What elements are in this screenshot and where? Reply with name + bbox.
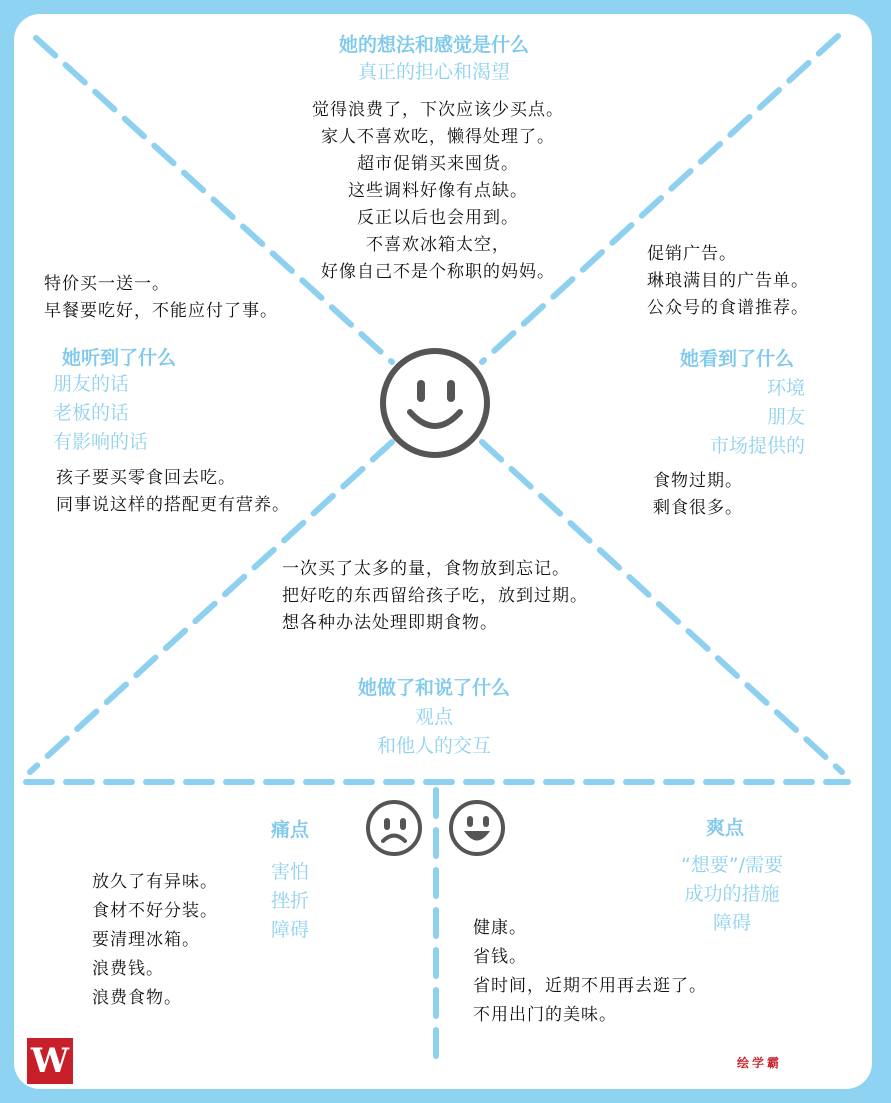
hear-notes-bottom [56, 465, 290, 519]
think-feel-notes [312, 97, 564, 286]
sub-line: 成功的措施 [684, 883, 780, 905]
sub-line: 害怕 [271, 861, 310, 883]
sub-line: 障碍 [712, 912, 751, 934]
note-line: 不喜欢冰箱太空， [366, 235, 510, 255]
sad-face-icon [366, 800, 422, 856]
see-heading: 她看到了什么 [680, 348, 795, 370]
note-line: 这些调料好像有点缺。 [348, 181, 528, 201]
smiley-icon [380, 348, 490, 458]
sub-line: 和他人的交互 [376, 735, 492, 757]
note-line: 家人不喜欢吃，懒得处理了。 [321, 127, 555, 147]
note-line: 觉得浪费了，下次应该少买点。 [312, 100, 564, 120]
note-line: 孩子要买零食回去吃。 [56, 468, 236, 488]
note-line: 超市促销买来囤货。 [357, 154, 519, 174]
sub-line: 市场提供的 [709, 435, 805, 457]
note-line: 剩食很多。 [653, 498, 743, 518]
pain-heading: 痛点 [271, 819, 310, 841]
brand-watermark: 绘学霸 [737, 1056, 783, 1070]
sub-line: 朋友的话 [53, 373, 130, 395]
note-line: 要清理冰箱。 [92, 930, 200, 950]
note-line: 浪费钱。 [92, 959, 164, 979]
note-line: 食物过期。 [653, 471, 743, 491]
note-line: 早餐要吃好，不能应付了事。 [44, 301, 278, 321]
note-line: 琳琅满目的广告单。 [647, 271, 809, 291]
see-notes-top [647, 241, 809, 322]
sub-line: 障碍 [271, 919, 310, 941]
note-line: 食材不好分装。 [92, 901, 218, 921]
hear-heading: 她听到了什么 [62, 347, 177, 369]
note-line: 促销广告。 [647, 244, 737, 264]
note-line: 特价买一送一。 [44, 274, 170, 294]
note-line: 反正以后也会用到。 [357, 208, 519, 228]
say-do-subs [377, 703, 491, 761]
note-line: 同事说这样的搭配更有营养。 [56, 495, 290, 515]
sub-line: 挫折 [271, 890, 310, 912]
gain-notes [473, 914, 707, 1030]
sub-line: 有影响的话 [53, 431, 149, 453]
note-line: 好像自己不是个称职的妈妈。 [321, 262, 555, 282]
note-line: 健康。 [473, 918, 527, 938]
hear-notes-top [44, 271, 278, 325]
note-line: 想各种办法处理即期食物。 [282, 613, 498, 633]
sub-line: 环境 [766, 377, 805, 399]
note-line: 省钱。 [473, 947, 527, 967]
laughing-face-icon [449, 800, 505, 856]
note-line: 公众号的食谱推荐。 [647, 298, 809, 318]
brand-logo: W [27, 1038, 73, 1084]
note-line: 一次买了太多的量，食物放到忘记。 [282, 559, 570, 579]
sub-line: “想要”/需要 [680, 854, 784, 876]
note-line: 浪费食物。 [92, 988, 182, 1008]
think-feel-sub: 真正的担心和渴望 [357, 61, 511, 83]
think-feel-heading: 她的想法和感觉是什么 [338, 34, 530, 56]
pain-notes [92, 868, 218, 1013]
say-do-heading: 她做了和说了什么 [357, 677, 511, 699]
gain-heading: 爽点 [706, 817, 745, 839]
note-line: 省时间，近期不用再去逛了。 [473, 976, 707, 996]
note-line: 不用出门的美味。 [473, 1005, 617, 1025]
note-line: 把好吃的东西留给孩子吃，放到过期。 [282, 586, 588, 606]
say-do-notes [282, 556, 588, 637]
see-subs [710, 374, 805, 461]
sub-line: 老板的话 [53, 402, 130, 424]
sub-line: 观点 [414, 706, 454, 728]
sub-line: 朋友 [766, 406, 805, 428]
hear-subs [53, 370, 148, 457]
note-line: 放久了有异味。 [92, 872, 218, 892]
see-notes-bottom [653, 468, 743, 522]
pain-subs [271, 858, 309, 945]
